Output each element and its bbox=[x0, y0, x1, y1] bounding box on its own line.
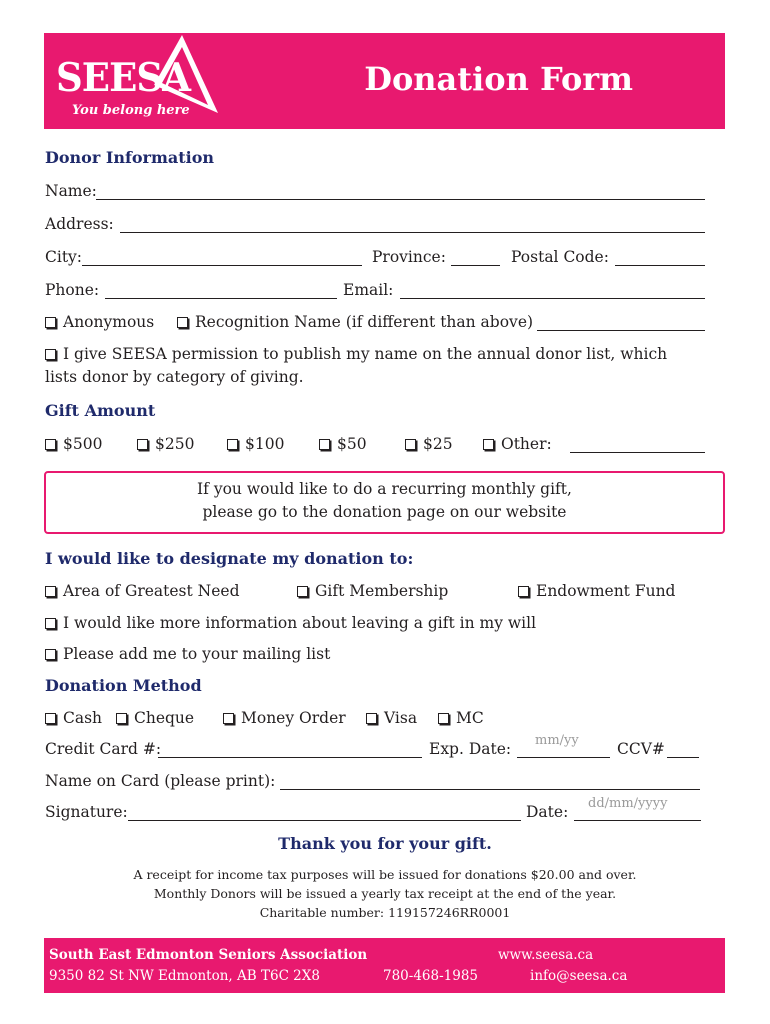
footer-email[interactable]: info@seesa.ca bbox=[530, 968, 628, 984]
designate-row bbox=[45, 582, 705, 606]
footer-org-name: South East Edmonton Seniors Association bbox=[49, 947, 368, 963]
gift-amount-row bbox=[45, 435, 705, 459]
name-on-card-label: Name on Card (please print): bbox=[45, 772, 276, 790]
city-field[interactable] bbox=[82, 248, 362, 266]
logo-text: SEESA bbox=[56, 55, 190, 101]
footer-phone: 780-468-1985 bbox=[383, 968, 479, 984]
checkbox-icon[interactable] bbox=[366, 713, 377, 724]
mc-label: MC bbox=[456, 709, 484, 727]
endowment-fund-option[interactable] bbox=[518, 582, 675, 600]
checkbox-icon[interactable] bbox=[297, 586, 308, 597]
checkbox-icon[interactable] bbox=[45, 439, 56, 450]
exp-date-placeholder: mm/yy bbox=[535, 733, 579, 748]
permission-option[interactable] bbox=[45, 343, 705, 389]
anonymous-option[interactable] bbox=[45, 313, 154, 331]
gift-50-label: $50 bbox=[337, 435, 367, 453]
date-field[interactable] bbox=[574, 796, 701, 821]
receipt-line2: Monthly Donors will be issued a yearly tax receipt at the end of the year. bbox=[153, 886, 617, 901]
checkbox-icon[interactable] bbox=[137, 439, 148, 450]
checkbox-icon[interactable] bbox=[45, 713, 56, 724]
charitable-number: Charitable number: 119157246RR0001 bbox=[259, 905, 511, 920]
gift-250-option[interactable] bbox=[137, 435, 194, 453]
notice-line1: If you would like to do a recurring monthly gift, bbox=[197, 480, 572, 498]
mailing-list-option[interactable] bbox=[45, 645, 330, 663]
will-info-row bbox=[45, 614, 705, 638]
header-banner bbox=[44, 33, 725, 129]
gift-other-option[interactable] bbox=[483, 435, 552, 453]
checkbox-icon[interactable] bbox=[45, 649, 56, 660]
name-on-card-field[interactable] bbox=[280, 772, 700, 790]
donation-method-heading: Donation Method bbox=[45, 676, 202, 695]
address-field[interactable] bbox=[120, 215, 705, 233]
footer-banner bbox=[44, 938, 725, 993]
cash-label: Cash bbox=[63, 709, 103, 727]
checkbox-icon[interactable] bbox=[223, 713, 234, 724]
seesa-logo bbox=[50, 33, 220, 129]
recognition-name-field[interactable] bbox=[537, 313, 705, 331]
mailing-list-label: Please add me to your mailing list bbox=[63, 645, 331, 663]
city-label: City: bbox=[45, 248, 83, 266]
greatest-need-label: Area of Greatest Need bbox=[63, 582, 240, 600]
email-label: Email: bbox=[343, 281, 394, 299]
name-on-card-row bbox=[45, 772, 705, 796]
checkbox-icon[interactable] bbox=[405, 439, 416, 450]
footer-address: 9350 82 St NW Edmonton, AB T6C 2X8 bbox=[49, 968, 320, 984]
money-order-label: Money Order bbox=[241, 709, 346, 727]
cheque-option[interactable] bbox=[116, 709, 194, 727]
recognition-row bbox=[45, 313, 705, 337]
cash-option[interactable] bbox=[45, 709, 102, 727]
checkbox-icon[interactable] bbox=[116, 713, 127, 724]
designate-heading: I would like to designate my donation to: bbox=[45, 549, 414, 568]
recognition-option[interactable] bbox=[177, 313, 533, 331]
ccv-label: CCV# bbox=[617, 740, 665, 758]
postal-code-label: Postal Code: bbox=[511, 248, 609, 266]
date-placeholder: dd/mm/yyyy bbox=[588, 796, 668, 811]
province-label: Province: bbox=[372, 248, 446, 266]
phone-row bbox=[45, 281, 705, 305]
province-field[interactable] bbox=[451, 248, 500, 266]
phone-field[interactable] bbox=[105, 281, 337, 299]
checkbox-icon[interactable] bbox=[45, 618, 56, 629]
greatest-need-option[interactable] bbox=[45, 582, 240, 600]
notice-line2: please go to the donation page on our website bbox=[202, 503, 567, 521]
address-row bbox=[45, 215, 705, 239]
gift-membership-label: Gift Membership bbox=[315, 582, 449, 600]
gift-100-option[interactable] bbox=[227, 435, 284, 453]
thank-you-message: Thank you for your gift. bbox=[278, 834, 492, 853]
footer-website[interactable]: www.seesa.ca bbox=[498, 947, 594, 963]
receipt-info bbox=[0, 865, 770, 922]
permission-text-line1: I give SEESA permission to publish my name on the annual donor list, which bbox=[63, 345, 668, 363]
gift-500-option[interactable] bbox=[45, 435, 102, 453]
will-info-option[interactable] bbox=[45, 614, 536, 632]
address-label: Address: bbox=[45, 215, 114, 233]
name-label: Name: bbox=[45, 182, 97, 200]
exp-date-field[interactable] bbox=[517, 733, 610, 758]
receipt-line1: A receipt for income tax purposes will be issued for donations $20.00 and over. bbox=[133, 867, 637, 882]
gift-25-option[interactable] bbox=[405, 435, 453, 453]
page-title: Donation Form bbox=[364, 60, 633, 98]
visa-option[interactable] bbox=[366, 709, 417, 727]
signature-label: Signature: bbox=[45, 803, 128, 821]
method-row bbox=[45, 709, 705, 733]
money-order-option[interactable] bbox=[223, 709, 346, 727]
signature-row bbox=[45, 796, 705, 827]
recognition-label: Recognition Name (if different than above) bbox=[195, 313, 534, 331]
signature-field[interactable] bbox=[128, 803, 521, 821]
recurring-gift-notice bbox=[44, 471, 725, 534]
checkbox-icon[interactable] bbox=[483, 439, 494, 450]
phone-label: Phone: bbox=[45, 281, 100, 299]
gift-other-label: Other: bbox=[501, 435, 552, 453]
checkbox-icon[interactable] bbox=[45, 317, 56, 328]
gift-other-field[interactable] bbox=[570, 435, 705, 453]
gift-amount-heading: Gift Amount bbox=[45, 401, 156, 420]
credit-card-row bbox=[45, 733, 705, 764]
checkbox-icon[interactable] bbox=[319, 439, 330, 450]
checkbox-icon[interactable] bbox=[518, 586, 529, 597]
visa-label: Visa bbox=[384, 709, 418, 727]
email-field[interactable] bbox=[400, 281, 705, 299]
date-label: Date: bbox=[526, 803, 569, 821]
logo-tagline: You belong here bbox=[72, 103, 190, 118]
exp-date-label: Exp. Date: bbox=[429, 740, 512, 758]
credit-card-label: Credit Card #: bbox=[45, 740, 162, 758]
permission-text-line2: lists donor by category of giving. bbox=[45, 368, 304, 386]
will-info-label: I would like more information about leaving a gift in my will bbox=[63, 614, 537, 632]
city-row bbox=[45, 248, 705, 272]
gift-50-option[interactable] bbox=[319, 435, 367, 453]
gift-100-label: $100 bbox=[245, 435, 285, 453]
mc-option[interactable] bbox=[438, 709, 484, 727]
checkbox-icon[interactable] bbox=[45, 349, 56, 360]
gift-500-label: $500 bbox=[63, 435, 103, 453]
postal-code-field[interactable] bbox=[615, 248, 705, 266]
mailing-list-row bbox=[45, 645, 705, 669]
donor-info-heading: Donor Information bbox=[45, 148, 215, 167]
checkbox-icon[interactable] bbox=[177, 317, 188, 328]
credit-card-field[interactable] bbox=[158, 740, 422, 758]
cheque-label: Cheque bbox=[134, 709, 195, 727]
checkbox-icon[interactable] bbox=[227, 439, 238, 450]
anonymous-label: Anonymous bbox=[63, 313, 155, 331]
endowment-fund-label: Endowment Fund bbox=[536, 582, 676, 600]
gift-250-label: $250 bbox=[155, 435, 195, 453]
name-row bbox=[45, 182, 705, 206]
ccv-field[interactable] bbox=[667, 740, 699, 758]
checkbox-icon[interactable] bbox=[438, 713, 449, 724]
gift-25-label: $25 bbox=[423, 435, 453, 453]
name-field[interactable] bbox=[96, 182, 705, 200]
gift-membership-option[interactable] bbox=[297, 582, 448, 600]
checkbox-icon[interactable] bbox=[45, 586, 56, 597]
